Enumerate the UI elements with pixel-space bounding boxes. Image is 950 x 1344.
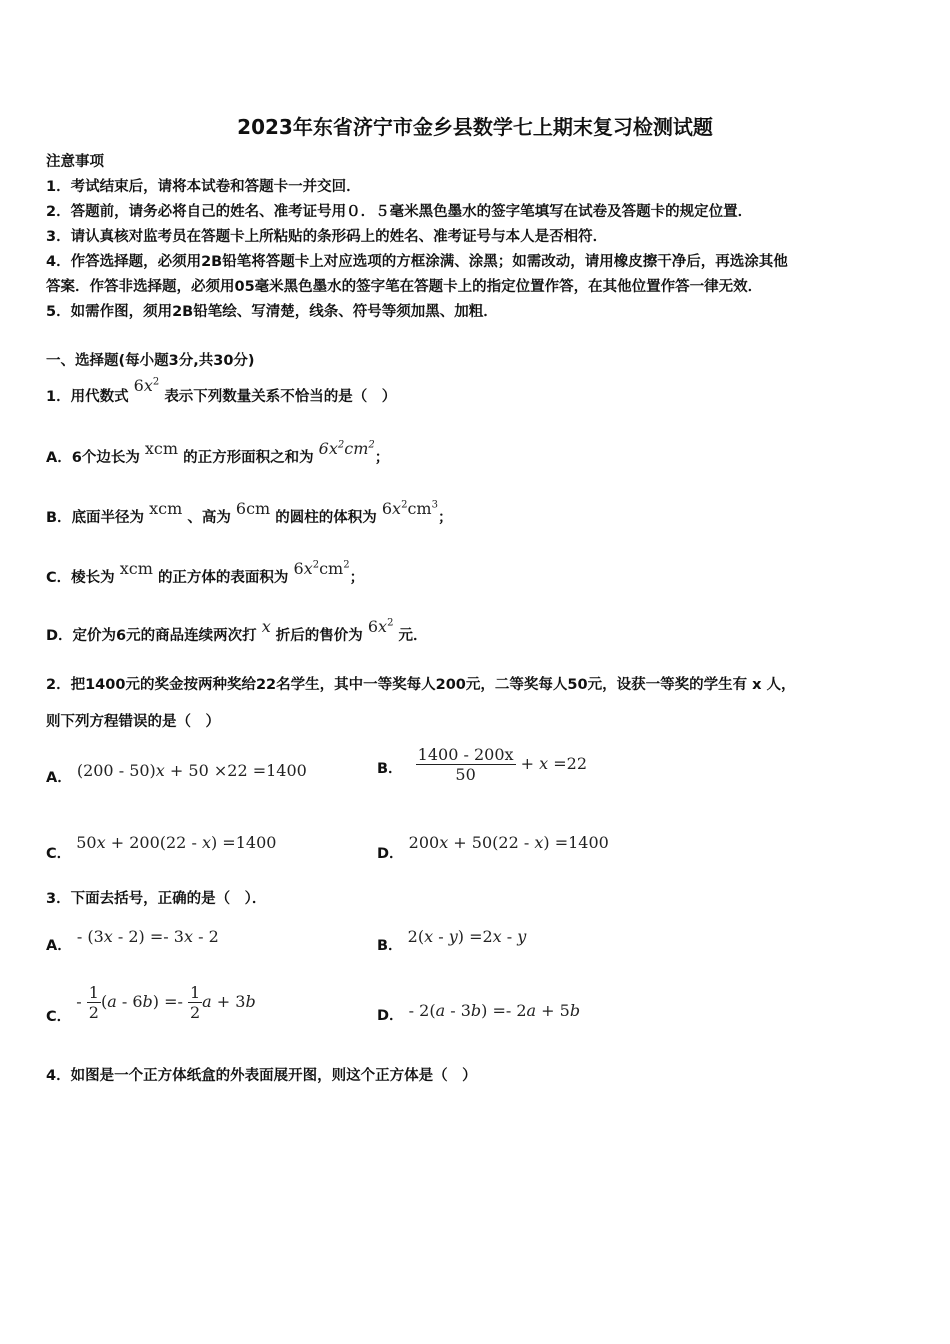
option-3a	[46, 926, 219, 954]
option-label: C．	[46, 570, 72, 586]
option-text: ；	[374, 450, 390, 466]
question-4-stem: 4．如图是一个正方体纸盒的外表面展开图，则这个正方体是（ ）	[46, 1068, 477, 1084]
option-text: 6个边长为	[71, 450, 140, 466]
equation: - $\frac{1}{2}$ (a - 6b) =- $\frac{1}{2}$ a + 3b	[76, 983, 256, 1022]
option-3d	[377, 1000, 581, 1024]
math-6x2cm2: $6x^2cm^2$	[318, 439, 375, 458]
question-2-stem: 2．把1400元的奖金按两种奖给22名学生，其中一等奖每人200元，二等奖每人50元，设获一等奖的学生有 x 人，	[46, 677, 796, 693]
option-1b	[46, 499, 453, 527]
option-text: 折后的售价为	[275, 628, 363, 644]
option-2d	[377, 832, 609, 862]
option-label: D．	[46, 628, 73, 644]
option-label: B．	[377, 938, 403, 954]
option-3c	[46, 983, 256, 1025]
math-xcm: xcm	[119, 559, 153, 578]
notice-item: 5．如需作图，须用2B铅笔绘、写清楚，线条、符号等须加黑、加粗．	[46, 304, 498, 320]
notice-item: 4．作答选择题，必须用2B铅笔将答题卡上对应选项的方框涂满、涂黑；如需改动，请用橡皮擦干净后，再选涂其他	[46, 254, 788, 270]
equation: - (3x - 2) =- 3x - 2	[76, 927, 219, 946]
option-label: B．	[46, 510, 72, 526]
option-label: A．	[46, 770, 72, 786]
option-label: A．	[46, 938, 72, 954]
q1-stem-pre: 1．用代数式	[46, 389, 129, 405]
question-3-stem: 3．下面去括号，正确的是（ ）．	[46, 891, 267, 907]
equation: + x =22	[520, 754, 587, 773]
option-label: C．	[46, 846, 72, 862]
math-xcm: xcm	[149, 499, 183, 518]
page-title: 2023年东省济宁市金乡县数学七上期末复习检测试题	[237, 115, 713, 139]
math-6x2: $6x^2$	[367, 617, 394, 636]
notice-item: 答案．作答非选择题，必须用05毫米黑色墨水的签字笔在答题卡上的指定位置作答，在其他位置作答一律无效．	[46, 279, 763, 295]
math-xcm: xcm	[144, 439, 179, 458]
equation: 2(x - y) =2x - y	[407, 927, 527, 946]
notice-item: 1．考试结束后，请将本试卷和答题卡一并交回．	[46, 179, 361, 195]
equation: (200 - 50)x + 50 ×22 =1400	[76, 761, 307, 780]
notice-heading: 注意事项	[46, 154, 104, 170]
math-6cm: 6cm	[235, 499, 271, 518]
option-label: A．	[46, 450, 72, 466]
section-heading: 一、选择题(每小题3分,共30分)	[46, 353, 255, 369]
q1-stem-post: 表示下列数量关系不恰当的是（ ）	[164, 389, 397, 405]
fraction-denominator: 50	[455, 765, 476, 784]
option-1d	[46, 617, 428, 645]
option-3b	[377, 926, 527, 954]
option-label: D．	[377, 1008, 404, 1024]
option-1a	[46, 439, 390, 467]
option-text: ；	[437, 510, 453, 526]
option-label: D．	[377, 846, 404, 862]
option-text: 、高为	[187, 510, 231, 526]
notice-item: 3．请认真核对监考员在答题卡上所粘贴的条形码上的姓名、准考证号与本人是否相符．	[46, 229, 608, 245]
option-text: 棱长为	[71, 570, 115, 586]
equation: 50x + 200(22 - x) =1400	[76, 833, 277, 852]
math-6x2cm2: $6x^2cm^2$	[293, 559, 350, 578]
option-text: 定价为6元的商品连续两次打	[72, 628, 257, 644]
question-1-stem	[46, 376, 397, 406]
equation: - 2(a - 3b) =- 2a + 5b	[408, 1001, 581, 1020]
option-label: C．	[46, 1009, 72, 1025]
option-2b	[377, 745, 587, 784]
question-2-stem-cont: 则下列方程错误的是（ ）	[46, 714, 220, 730]
fraction-numerator: 1400 - 200x	[417, 745, 514, 764]
option-text: 的正方体的表面积为	[157, 570, 289, 586]
option-text: 底面半径为	[71, 510, 145, 526]
option-2c	[46, 832, 277, 862]
option-text: 元．	[398, 628, 428, 644]
option-text: 的正方形面积之和为	[183, 450, 314, 466]
option-label: B．	[377, 761, 403, 777]
option-text: ；	[349, 570, 365, 586]
expr-6x2: $6x^2$	[133, 376, 160, 395]
equation: 200x + 50(22 - x) =1400	[408, 833, 609, 852]
fraction	[416, 745, 516, 784]
option-2a	[46, 761, 307, 787]
math-6x2cm3: $6x^2cm^3$	[381, 499, 438, 518]
notice-item: 2．答题前，请务必将自己的姓名、准考证号用０．５毫米黑色墨水的签字笔填写在试卷及答题卡的规定位置．	[46, 204, 753, 220]
math-x: x	[261, 617, 271, 636]
option-text: 的圆柱的体积为	[275, 510, 377, 526]
option-1c	[46, 559, 365, 587]
